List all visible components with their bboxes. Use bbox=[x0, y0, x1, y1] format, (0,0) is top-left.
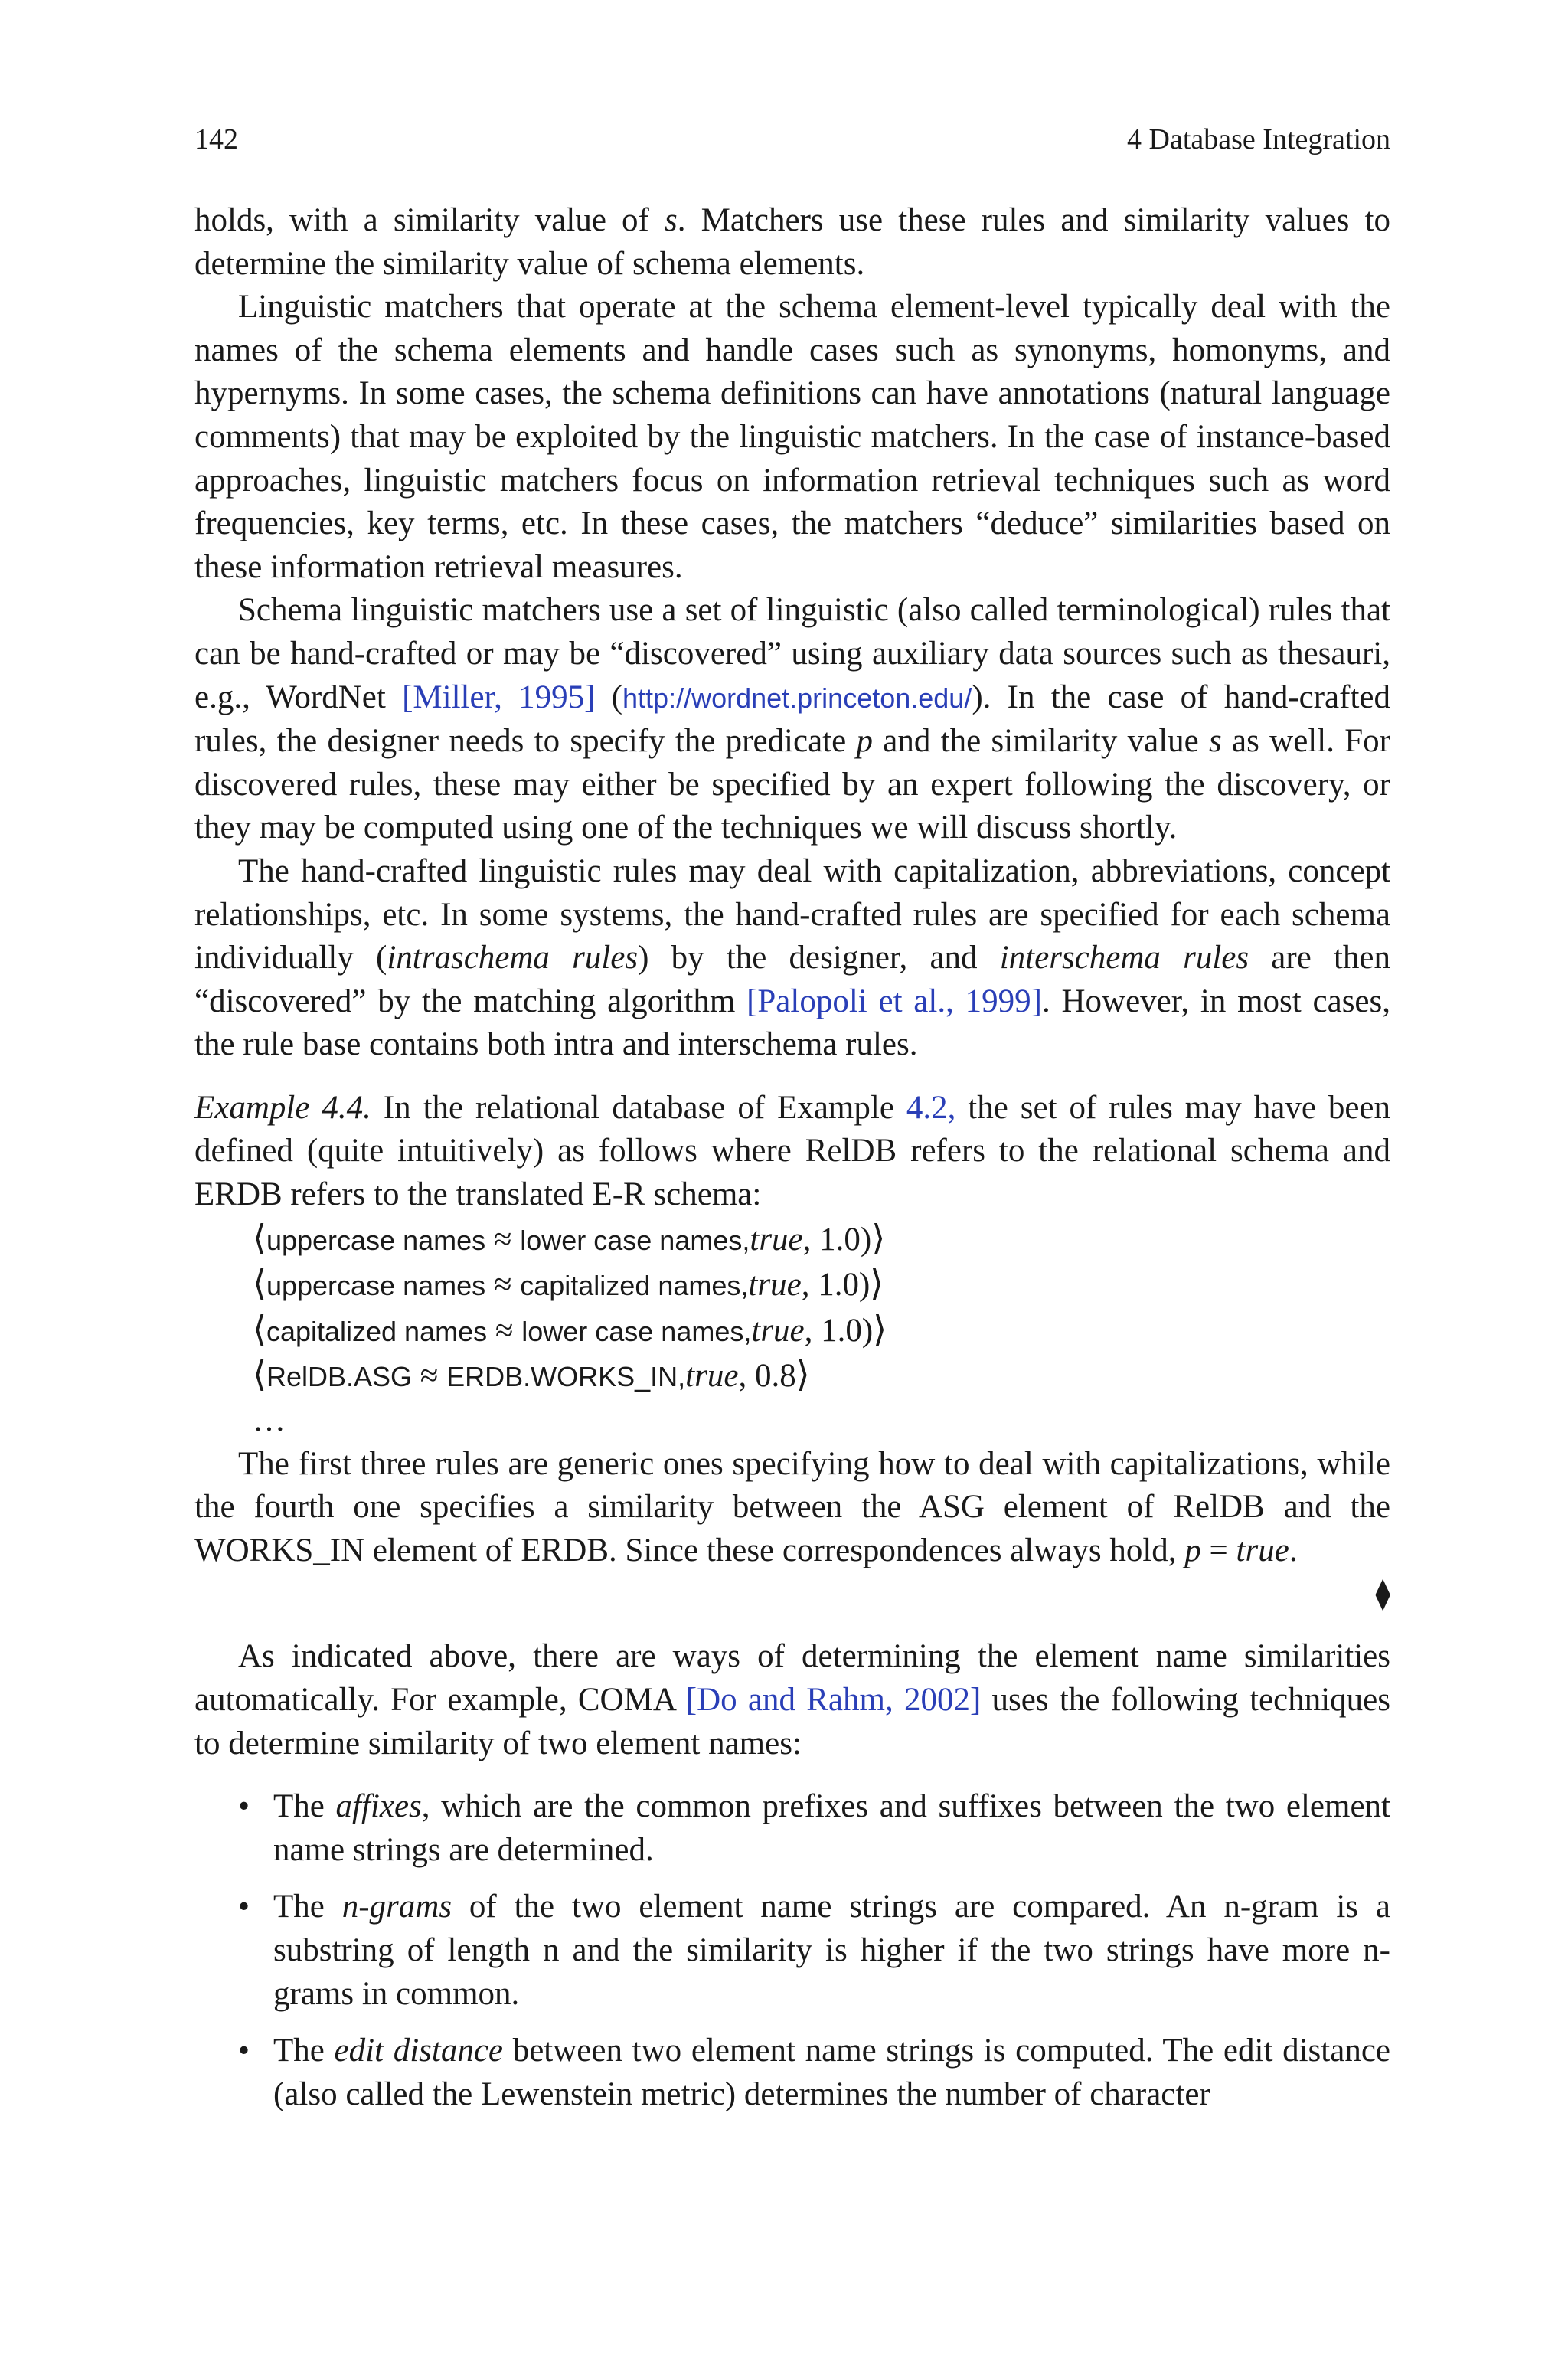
paragraph-4: The hand-crafted linguistic rules may deal with capitalization, abbreviations, concept relationships, etc. In some systems, the hand-crafted rules are specified for each schema individually (intraschema rules) by the designer, and interschema rules are then “discovered” by the matching algorithm [Palopoli et al., 1999]. However, in most cases, the rule base contains both intra and interschema rules. bbox=[194, 852, 1391, 1063]
paragraph-2: Linguistic matchers that operate at the schema element-level typically deal with the names of the schema elements and handle cases such as synonyms, homonyms, and hypernyms. In some cases, the schema definitions can have annotations (natural language comments) that may be exploited by the linguistic matchers. In the case of instance-based approaches, linguistic matchers focus on information retrieval techniques such as word frequencies, key terms, etc. In these cases, the matchers “deduce” similarities based on these information retrieval measures. bbox=[194, 289, 1390, 585]
paragraph-3: Schema linguistic matchers use a set of linguistic (also called terminological) rules that can be hand-crafted or may be “discovered” using auxiliary data sources such as thesauri, e.g., WordNet [Miller, 1995] (http://wordnet.princeton.edu/). In the case of hand-crafted rules, the designer needs to specify the predicate p and the similarity value s as well. For discovered rules, these may either be specified by an expert following the discovery, or they may be computed using one of the techniques we will discuss shortly. bbox=[194, 592, 1390, 846]
example-label: Example 4.4. bbox=[194, 1089, 371, 1126]
paragraph-5: As indicated above, there are ways of determining the element name similarities automatically. For example, COMA [Do and Rahm, 2002] uses the following techniques to determine similarity of two element names: bbox=[194, 1638, 1390, 1761]
page-number: 142 bbox=[194, 123, 238, 155]
example-intro: Example 4.4. In the relational database of Example 4.2, the set of rules may have been defined (quite intuitively) as follows where RelDB refers to the relational schema and ERDB refers to the translated E-R schema: bbox=[194, 1089, 1391, 1213]
page-header bbox=[194, 123, 1390, 168]
rule-2: ⟨uppercase names ≈ capitalized names,true, 1.0)⟩ bbox=[253, 1264, 884, 1303]
rule-ellipsis: … bbox=[253, 1402, 286, 1439]
technique-list bbox=[194, 1785, 1390, 2116]
paragraph-1: holds, with a similarity value of s. Matchers use these rules and similarity values to determine the similarity value of schema elements. bbox=[194, 202, 1390, 282]
citation-palopoli-1999[interactable]: [Palopoli et al., 1999] bbox=[746, 983, 1042, 1019]
list-item: • The n-grams of the two element name strings are compared. An n-gram is a substring of length n and the similarity is higher if the two strings have more n-grams in common. bbox=[194, 1886, 1390, 2016]
example-ref-4-2[interactable]: 4.2, bbox=[906, 1089, 956, 1126]
list-item: • The edit distance between two element name strings is computed. The edit distance (also called the Lewenstein metric) determines the number of character bbox=[194, 2030, 1390, 2116]
running-title: 4 Database Integration bbox=[1127, 123, 1390, 155]
bullet-icon: • bbox=[238, 1788, 250, 1825]
example-4-4 bbox=[194, 1087, 1390, 1616]
page bbox=[194, 123, 1391, 2112]
citation-miller-1995[interactable]: [Miller, 1995] bbox=[402, 679, 596, 715]
body-text bbox=[194, 199, 1390, 2130]
list-item: • The affixes, which are the common prefixes and suffixes between the two element name strings are determined. bbox=[194, 1785, 1390, 1872]
wordnet-link[interactable]: http://wordnet.princeton.edu/ bbox=[622, 682, 972, 714]
rule-4: ⟨RelDB.ASG ≈ ERDB.WORKS_IN,true, 0.8⟩ bbox=[253, 1355, 810, 1395]
rule-1: ⟨uppercase names ≈ lower case names,true, 1.0)⟩ bbox=[253, 1218, 886, 1258]
rule-list bbox=[253, 1217, 1390, 1443]
end-of-example-diamond-icon: ⧫ bbox=[1375, 1576, 1390, 1611]
bullet-icon: • bbox=[238, 1889, 250, 1925]
rule-3: ⟨capitalized names ≈ lower case names,true, 1.0)⟩ bbox=[253, 1309, 887, 1349]
citation-do-rahm-2002[interactable]: [Do and Rahm, 2002] bbox=[685, 1682, 982, 1718]
example-conclusion: The first three rules are generic ones specifying how to deal with capitalizations, while the fourth one specifies a similarity between the ASG element of RelDB and the WORKS_IN element of ERDB. Since these correspondences always hold, p = true. bbox=[194, 1445, 1390, 1568]
bullet-icon: • bbox=[238, 2033, 250, 2069]
